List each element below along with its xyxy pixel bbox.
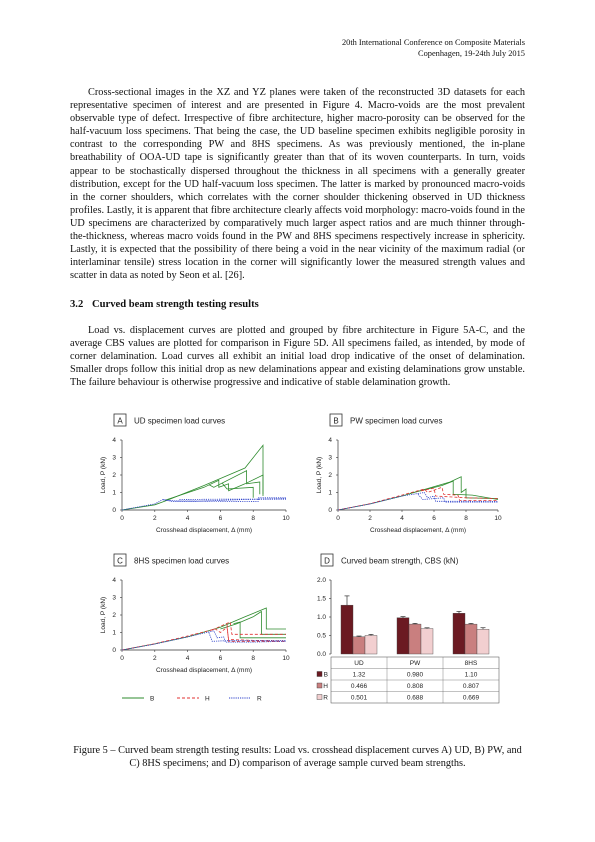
table-legend-label: R bbox=[323, 694, 328, 702]
x-tick-label: 2 bbox=[368, 515, 372, 522]
table-legend-swatch bbox=[317, 672, 322, 677]
section-heading bbox=[70, 299, 259, 310]
bar-R-UD bbox=[365, 635, 377, 654]
panel-letter: D bbox=[324, 556, 330, 566]
x-tick-label: 6 bbox=[218, 655, 223, 662]
y-tick-label: 2.0 bbox=[316, 577, 326, 585]
bar-B-8HS bbox=[453, 613, 465, 654]
table-header-cell: 8HS bbox=[464, 660, 478, 667]
load-curve-B bbox=[122, 445, 263, 510]
x-tick-label: 0 bbox=[336, 515, 340, 522]
section-number: 3.2 bbox=[70, 299, 84, 310]
table-value-cell: 1.32 bbox=[352, 671, 366, 679]
x-tick-label: 0 bbox=[120, 655, 124, 662]
table-value-cell: 0.669 bbox=[462, 694, 480, 702]
x-tick-label: 10 bbox=[282, 515, 290, 522]
x-tick-label: 2 bbox=[152, 655, 157, 662]
legend-label-H: H bbox=[205, 695, 210, 703]
bar-H-PW bbox=[409, 624, 421, 654]
panel-letter: C bbox=[117, 556, 123, 566]
conference-header bbox=[342, 38, 525, 59]
table-value-cell: 0.501 bbox=[350, 694, 368, 702]
load-curve-B bbox=[234, 622, 287, 638]
paragraph-cbs-results: Load vs. displacement curves are plotted and grouped by fibre architecture in Figure 5A-C, and the average CBS values are plotted for comparison in Figure 5D. All specimens failed, as intended, by mode of corner delamination. Load curves all exhibit an initial load drop indicative of the onset of delamination. Smaller drops follow this initial drop as new delaminations appear and existing delaminations grow unstable. The failure behaviour is otherwise progressive and indicative of stable delamination growth. bbox=[70, 325, 525, 389]
panel-title: 8HS specimen load curves bbox=[134, 556, 230, 566]
bar-R-PW bbox=[421, 629, 433, 654]
x-axis-label: Crosshead displacement, Δ (mm) bbox=[155, 527, 253, 534]
x-axis-label: Crosshead displacement, Δ (mm) bbox=[369, 527, 467, 534]
bar-B-PW bbox=[397, 618, 409, 654]
y-tick-label: 2 bbox=[112, 612, 116, 620]
paragraph-porosity: Cross-sectional images in the XZ and YZ planes were taken of the reconstructed 3D datasets for each representative specimen of interest and are presented in Figure 4. Macro-voids are the most prevalent observable type of defect. Irrespective of fibre architecture, higher macro-porosity can be observed for the half-vacuum loss specimens. That being the case, the UD baseline specimen exhibits negligible porosity in contrast to the corresponding PW and 8HS specimens. As was previously mentioned, the in-plane breathability of OOA-UD tape is significantly greater than that of its woven counterparts. In turn, voids appear to be stochastically dispersed throughout the thickness in all specimens with a generally greater distribution, except for the UD half-vacuum loss specimen. The latter is marked by pronounced macro-voids in the corner shoulders, which correlates with the corner shoulder thickening observed in UD thickness profiles. Lastly, it is apparent that fibre architecture clearly affects void morphology: macro-voids found in the UD specimens are characterized by comparatively much larger aspect ratios and are much thinner through-the-thickness, whereas macro voids found in the PW and 8HS specimens respectively increase in sphericity. Lastly, it is expected that the possibility of there being a void in the near vicinity of the maximum radial (or interlaminar tensile) stress location in the corner will significantly lower the measured strength values and scatter in data as noted by Seon et al. [26]. bbox=[70, 87, 525, 282]
load-curve-H bbox=[338, 487, 498, 510]
panel-title: Curved beam strength, CBS (kN) bbox=[341, 556, 459, 566]
y-tick-label: 4 bbox=[112, 577, 116, 585]
table-value-cell: 0.807 bbox=[462, 683, 480, 690]
figure-5 bbox=[0, 405, 595, 717]
y-tick-label: 4 bbox=[112, 437, 116, 445]
x-tick-label: 8 bbox=[251, 655, 256, 662]
bar-H-8HS bbox=[465, 624, 477, 654]
load-curve-B bbox=[209, 471, 260, 495]
y-tick-label: 1 bbox=[328, 489, 332, 497]
table-value-cell: 1.10 bbox=[464, 671, 478, 679]
panel-letter: A bbox=[117, 416, 123, 426]
panel-title: UD specimen load curves bbox=[134, 416, 226, 426]
header-line-2: Copenhagen, 19-24th July 2015 bbox=[417, 48, 525, 58]
section-title: Curved beam strength testing results bbox=[92, 299, 259, 310]
x-axis-label: Crosshead displacement, Δ (mm) bbox=[155, 667, 253, 674]
load-curve-R bbox=[122, 499, 286, 510]
x-tick-label: 2 bbox=[152, 515, 157, 522]
panel-title: PW specimen load curves bbox=[350, 416, 443, 426]
table-header-cell: PW bbox=[409, 660, 421, 667]
y-tick-label: 1.0 bbox=[316, 614, 326, 622]
table-value-cell: 0.980 bbox=[406, 671, 424, 679]
y-tick-label: 2 bbox=[112, 472, 116, 480]
figure-caption: Figure 5 – Curved beam strength testing results: Load vs. crosshead displacement curves A) UD, B) PW, and C) 8HS specimens; and D) comparison of average sample curved beam strengths. bbox=[73, 745, 522, 770]
y-tick-label: 3 bbox=[112, 594, 116, 602]
legend-label-R: R bbox=[257, 695, 262, 703]
y-tick-label: 0 bbox=[112, 507, 116, 515]
y-tick-label: 1 bbox=[112, 629, 116, 637]
x-tick-label: 6 bbox=[432, 515, 436, 522]
y-tick-label: 4 bbox=[328, 437, 332, 445]
x-tick-label: 6 bbox=[218, 515, 223, 522]
table-legend-label: B bbox=[323, 671, 328, 679]
y-tick-label: 0.0 bbox=[316, 651, 326, 659]
x-tick-label: 4 bbox=[400, 515, 404, 522]
bar-B-UD bbox=[341, 605, 353, 654]
load-curve-B bbox=[222, 483, 253, 498]
load-curve-H bbox=[227, 625, 286, 642]
load-curve-R bbox=[163, 498, 286, 502]
x-tick-label: 4 bbox=[185, 655, 190, 662]
y-tick-label: 0.5 bbox=[316, 632, 326, 640]
x-tick-label: 10 bbox=[494, 515, 502, 522]
x-tick-label: 8 bbox=[464, 515, 468, 522]
x-tick-label: 4 bbox=[185, 515, 190, 522]
panel-letter: B bbox=[333, 416, 339, 426]
x-tick-label: 0 bbox=[120, 515, 124, 522]
y-axis-label: Load, P (kN) bbox=[100, 456, 107, 494]
legend-label-B: B bbox=[150, 695, 155, 703]
bar-H-UD bbox=[353, 637, 365, 654]
y-axis-label: Load, P (kN) bbox=[316, 456, 323, 494]
y-tick-label: 1 bbox=[112, 489, 116, 497]
table-legend-swatch bbox=[317, 695, 322, 700]
y-tick-label: 3 bbox=[328, 454, 332, 462]
load-curve-H bbox=[421, 488, 498, 499]
table-value-cell: 0.808 bbox=[406, 683, 424, 690]
table-value-cell: 0.466 bbox=[350, 683, 368, 690]
table-value-cell: 0.688 bbox=[406, 694, 424, 702]
table-header-cell: UD bbox=[354, 660, 364, 667]
y-tick-label: 0 bbox=[328, 507, 332, 515]
y-axis-label: Load, P (kN) bbox=[100, 596, 107, 634]
header-line-1: 20th International Conference on Composite Materials bbox=[341, 38, 525, 47]
bar-R-8HS bbox=[477, 629, 489, 654]
y-tick-label: 1.5 bbox=[316, 595, 326, 603]
table-legend-swatch bbox=[317, 683, 322, 688]
table-legend-label: H bbox=[323, 683, 328, 690]
y-tick-label: 0 bbox=[112, 647, 116, 655]
x-tick-label: 10 bbox=[282, 655, 290, 662]
x-tick-label: 8 bbox=[251, 515, 256, 522]
y-tick-label: 3 bbox=[112, 454, 116, 462]
y-tick-label: 2 bbox=[328, 472, 332, 480]
